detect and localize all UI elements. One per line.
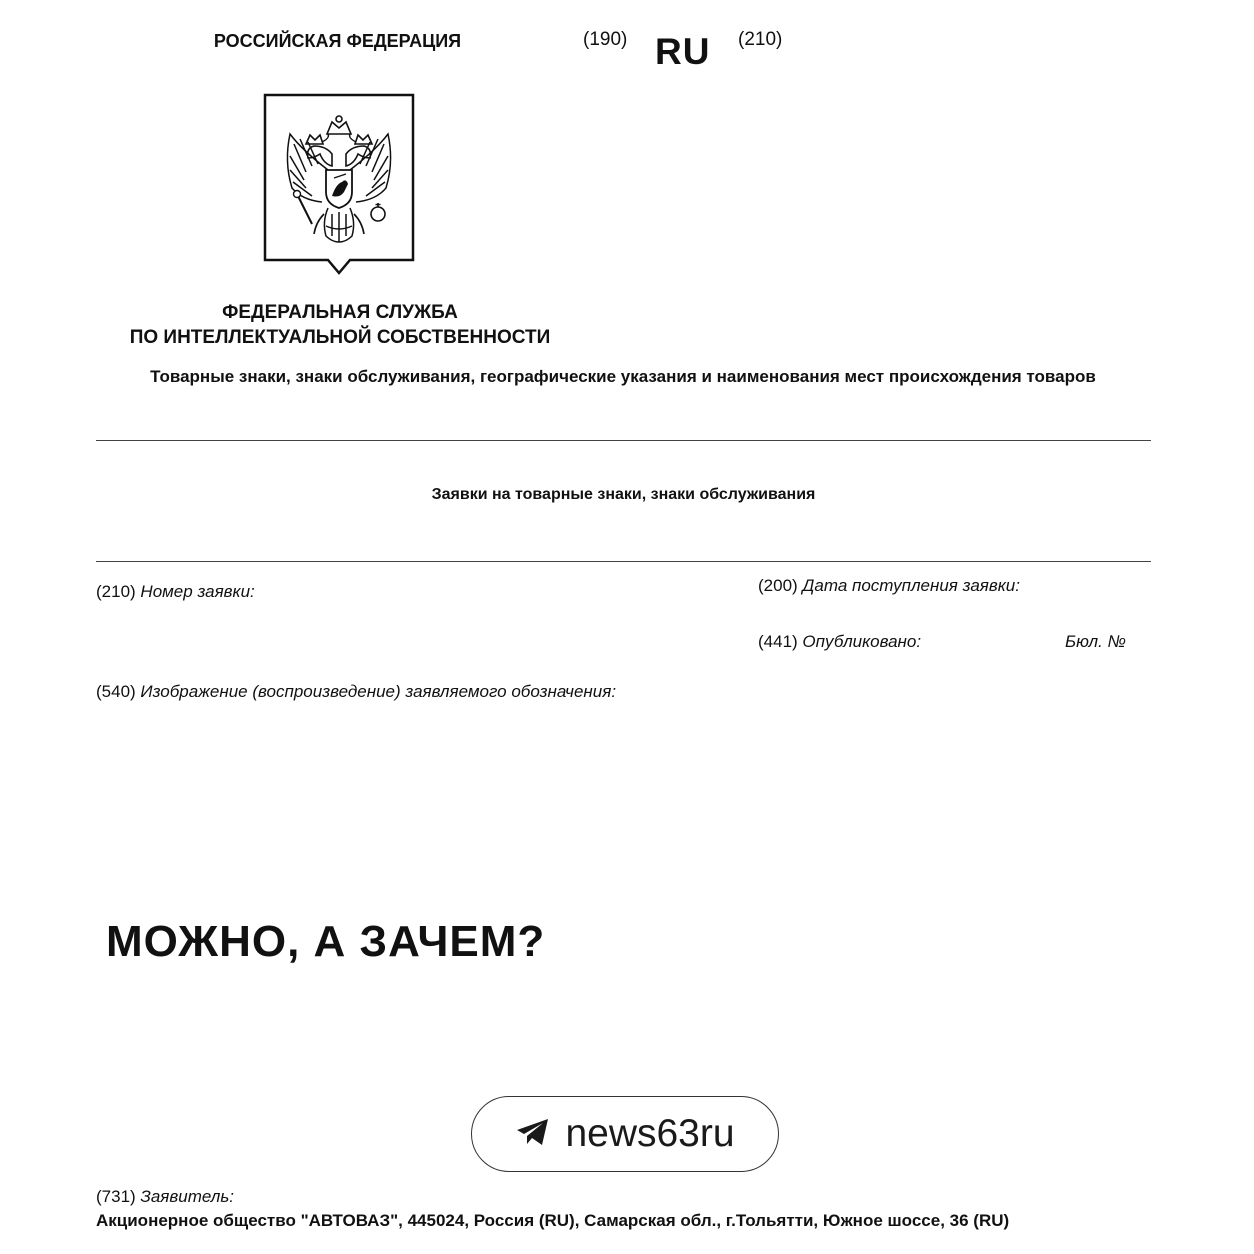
bulletin-number: Бюл. № [1065, 632, 1126, 651]
section-title: Заявки на товарные знаки, знаки обслуживания [431, 486, 816, 503]
agency-title-line2: ПО ИНТЕЛЛЕКТУАЛЬНОЙ СОБСТВЕННОСТИ [129, 327, 551, 348]
divider-top [96, 440, 1151, 441]
telegram-handle: news63ru [565, 1112, 735, 1155]
russian-coat-of-arms-icon [262, 92, 416, 276]
field-label: Номер заявки: [140, 582, 255, 601]
field-code: (200) [758, 576, 798, 595]
divider-bottom [96, 561, 1151, 562]
applicant-value: Акционерное общество "АВТОВАЗ", 445024, Россия (RU), Самарская обл., г.Тольятти, Южное шоссе, 36 (RU) [96, 1211, 1010, 1230]
field-label: Заявитель: [140, 1187, 235, 1206]
code-210-header: (210) [738, 29, 783, 50]
field-image [96, 682, 616, 702]
headline: МОЖНО, А ЗАЧЕМ? [106, 917, 546, 966]
field-code: (540) [96, 682, 136, 701]
field-label: Изображение (воспроизведение) заявляемого обозначения: [140, 682, 617, 701]
field-label: Опубликовано: [802, 632, 922, 651]
field-application-number [96, 582, 255, 602]
country-name: РОССИЙСКАЯ ФЕДЕРАЦИЯ [213, 31, 462, 51]
agency-title [90, 300, 590, 350]
agency-title-line1: ФЕДЕРАЛЬНАЯ СЛУЖБА [222, 302, 458, 323]
country-code: RU [655, 31, 711, 72]
field-label: Дата поступления заявки: [802, 576, 1020, 595]
code-190: (190) [583, 29, 628, 50]
telegram-channel-badge[interactable] [471, 1096, 779, 1172]
field-code: (210) [96, 582, 136, 601]
field-code: (441) [758, 632, 798, 651]
field-filing-date [758, 576, 1020, 596]
field-code: (731) [96, 1187, 136, 1206]
field-applicant [96, 1187, 234, 1207]
field-published [758, 632, 921, 652]
telegram-plane-icon [515, 1117, 551, 1152]
document-subtitle: Товарные знаки, знаки обслуживания, географические указания и наименования мест происхождения товаров [150, 367, 1096, 386]
